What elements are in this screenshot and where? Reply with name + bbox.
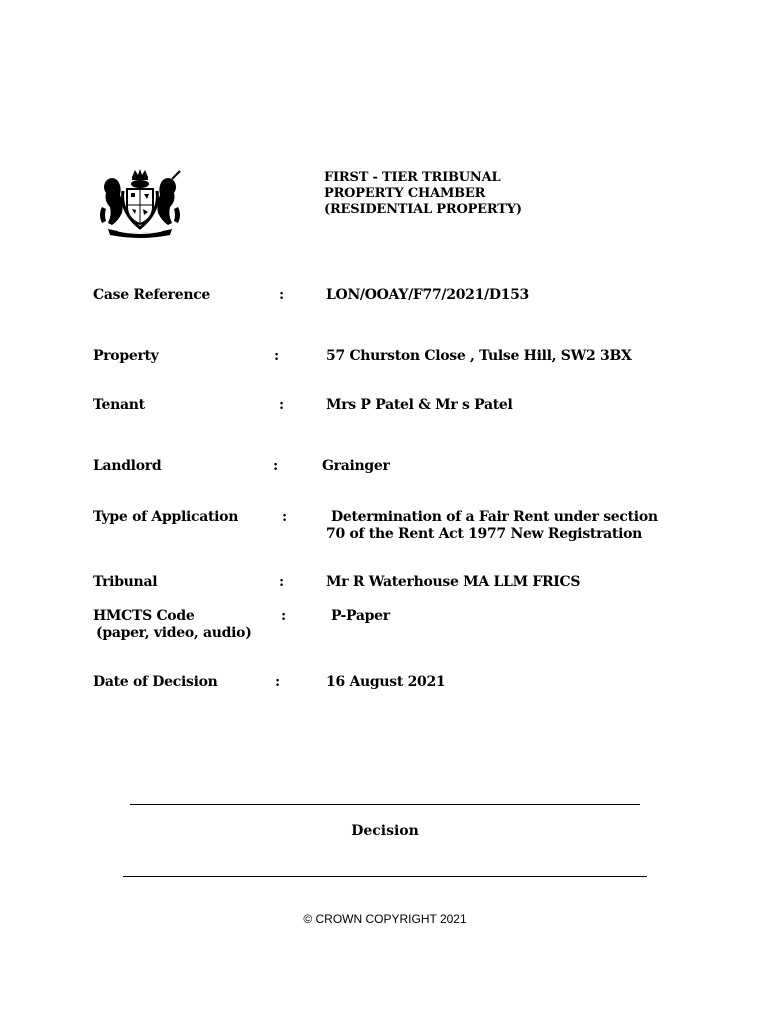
hmcts-code-value: P-Paper — [331, 608, 390, 624]
type-of-application-value-line-1: Determination of a Fair Rent under section — [331, 509, 658, 525]
type-of-application-value-line-2: 70 of the Rent Act 1977 New Registration — [326, 526, 643, 542]
property-colon: : — [274, 348, 279, 364]
crown-copyright: © CROWN COPYRIGHT 2021 — [303, 912, 467, 926]
royal-coat-of-arms-icon — [94, 167, 186, 239]
hmcts-code-label-line-2: (paper, video, audio) — [96, 625, 252, 641]
bottom-divider — [123, 876, 647, 877]
tribunal-header — [324, 170, 522, 218]
landlord-value: Grainger — [322, 458, 390, 474]
property-label: Property — [93, 348, 159, 364]
landlord-colon: : — [273, 458, 278, 474]
tenant-label: Tenant — [93, 397, 145, 413]
tenant-colon: : — [279, 397, 284, 413]
decision-heading: Decision — [351, 823, 419, 839]
header-line-3: (RESIDENTIAL PROPERTY) — [324, 202, 522, 217]
type-of-application-label: Type of Application — [93, 509, 239, 525]
tribunal-label: Tribunal — [93, 574, 158, 590]
header-line-1: FIRST - TIER TRIBUNAL — [324, 170, 501, 185]
tribunal-value: Mr R Waterhouse MA LLM FRICS — [326, 574, 581, 590]
header-line-2: PROPERTY CHAMBER — [324, 186, 486, 201]
hmcts-code-label-line-1: HMCTS Code — [93, 608, 195, 624]
date-of-decision-value: 16 August 2021 — [326, 674, 446, 690]
type-of-application-colon: : — [282, 509, 287, 525]
hmcts-code-colon: : — [281, 608, 286, 624]
date-of-decision-label: Date of Decision — [93, 674, 218, 690]
tribunal-colon: : — [279, 574, 284, 590]
case-reference-colon: : — [279, 287, 284, 303]
top-divider — [130, 804, 640, 805]
landlord-label: Landlord — [93, 458, 162, 474]
tenant-value: Mrs P Patel & Mr s Patel — [326, 397, 513, 413]
date-of-decision-colon: : — [275, 674, 280, 690]
case-reference-label: Case Reference — [93, 287, 211, 303]
property-value: 57 Churston Close , Tulse Hill, SW2 3BX — [326, 348, 632, 364]
case-reference-value: LON/OOAY/F77/2021/D153 — [326, 287, 529, 303]
